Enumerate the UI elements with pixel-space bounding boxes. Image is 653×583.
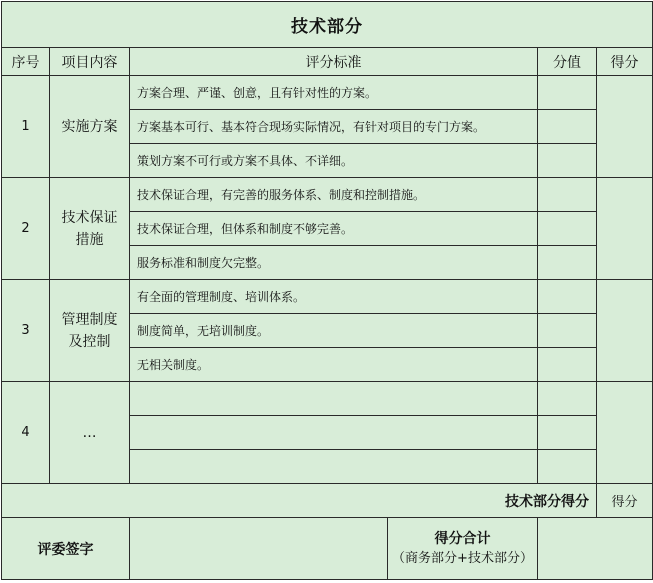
points-cell[interactable] — [538, 76, 597, 110]
points-cell[interactable] — [538, 382, 597, 416]
item-content — [50, 280, 130, 382]
table-row — [2, 178, 653, 212]
table-row — [2, 280, 653, 314]
criterion-cell-empty[interactable] — [130, 382, 538, 416]
score-cell[interactable] — [597, 76, 653, 178]
points-cell[interactable] — [538, 416, 597, 450]
signature-row — [2, 518, 653, 580]
criterion-cell-empty[interactable] — [130, 450, 538, 484]
points-cell[interactable] — [538, 110, 597, 144]
total-score-field[interactable] — [538, 518, 653, 580]
points-cell[interactable] — [538, 212, 597, 246]
points-cell[interactable] — [538, 178, 597, 212]
tech-subtotal-score: 得分 — [597, 484, 653, 518]
total-note: （商务部分+技术部分） — [392, 550, 533, 566]
score-cell[interactable] — [597, 178, 653, 280]
header-score: 得分 — [597, 48, 653, 76]
row-number: 1 — [2, 76, 50, 178]
points-cell[interactable] — [538, 144, 597, 178]
criterion-text: 有全面的管理制度、培训体系。 — [130, 280, 538, 314]
criterion-text: 制度简单，无培训制度。 — [130, 314, 538, 348]
item-content-line: 技术保证 — [61, 209, 118, 226]
criterion-text: 方案合理、严谨、创意，且有针对性的方案。 — [130, 76, 538, 110]
total-label: 得分合计 — [434, 530, 491, 547]
criterion-text: 方案基本可行、基本符合现场实际情况，有针对项目的专门方案。 — [130, 110, 538, 144]
table-row — [2, 76, 653, 110]
header-seq: 序号 — [2, 48, 50, 76]
table-title: 技术部分 — [2, 2, 653, 48]
points-cell[interactable] — [538, 450, 597, 484]
item-content: 实施方案 — [50, 76, 130, 178]
points-cell[interactable] — [538, 314, 597, 348]
score-cell[interactable] — [597, 382, 653, 484]
criterion-text: 策划方案不可行或方案不具体、不详细。 — [130, 144, 538, 178]
criterion-text: 技术保证合理，有完善的服务体系、制度和控制措施。 — [130, 178, 538, 212]
judge-signature-label: 评委签字 — [2, 518, 130, 580]
subtotal-row — [2, 484, 653, 518]
score-cell[interactable] — [597, 280, 653, 382]
judge-signature-field[interactable] — [130, 518, 388, 580]
header-criteria: 评分标准 — [130, 48, 538, 76]
item-content: … — [50, 382, 130, 484]
points-cell[interactable] — [538, 246, 597, 280]
table-row — [2, 382, 653, 416]
criterion-text: 无相关制度。 — [130, 348, 538, 382]
header-points: 分值 — [538, 48, 597, 76]
row-number: 2 — [2, 178, 50, 280]
row-number: 3 — [2, 280, 50, 382]
header-row — [2, 48, 653, 76]
item-content-line: 管理制度 — [61, 311, 118, 328]
scoring-table — [1, 1, 653, 580]
criterion-cell-empty[interactable] — [130, 416, 538, 450]
points-cell[interactable] — [538, 348, 597, 382]
item-content — [50, 178, 130, 280]
total-score-label — [388, 518, 538, 580]
header-item: 项目内容 — [50, 48, 130, 76]
points-cell[interactable] — [538, 280, 597, 314]
item-content-line: 及控制 — [68, 333, 111, 350]
tech-subtotal-label: 技术部分得分 — [2, 484, 597, 518]
item-content-line: 措施 — [75, 231, 104, 248]
row-number: 4 — [2, 382, 50, 484]
criterion-text: 服务标准和制度欠完整。 — [130, 246, 538, 280]
criterion-text: 技术保证合理，但体系和制度不够完善。 — [130, 212, 538, 246]
